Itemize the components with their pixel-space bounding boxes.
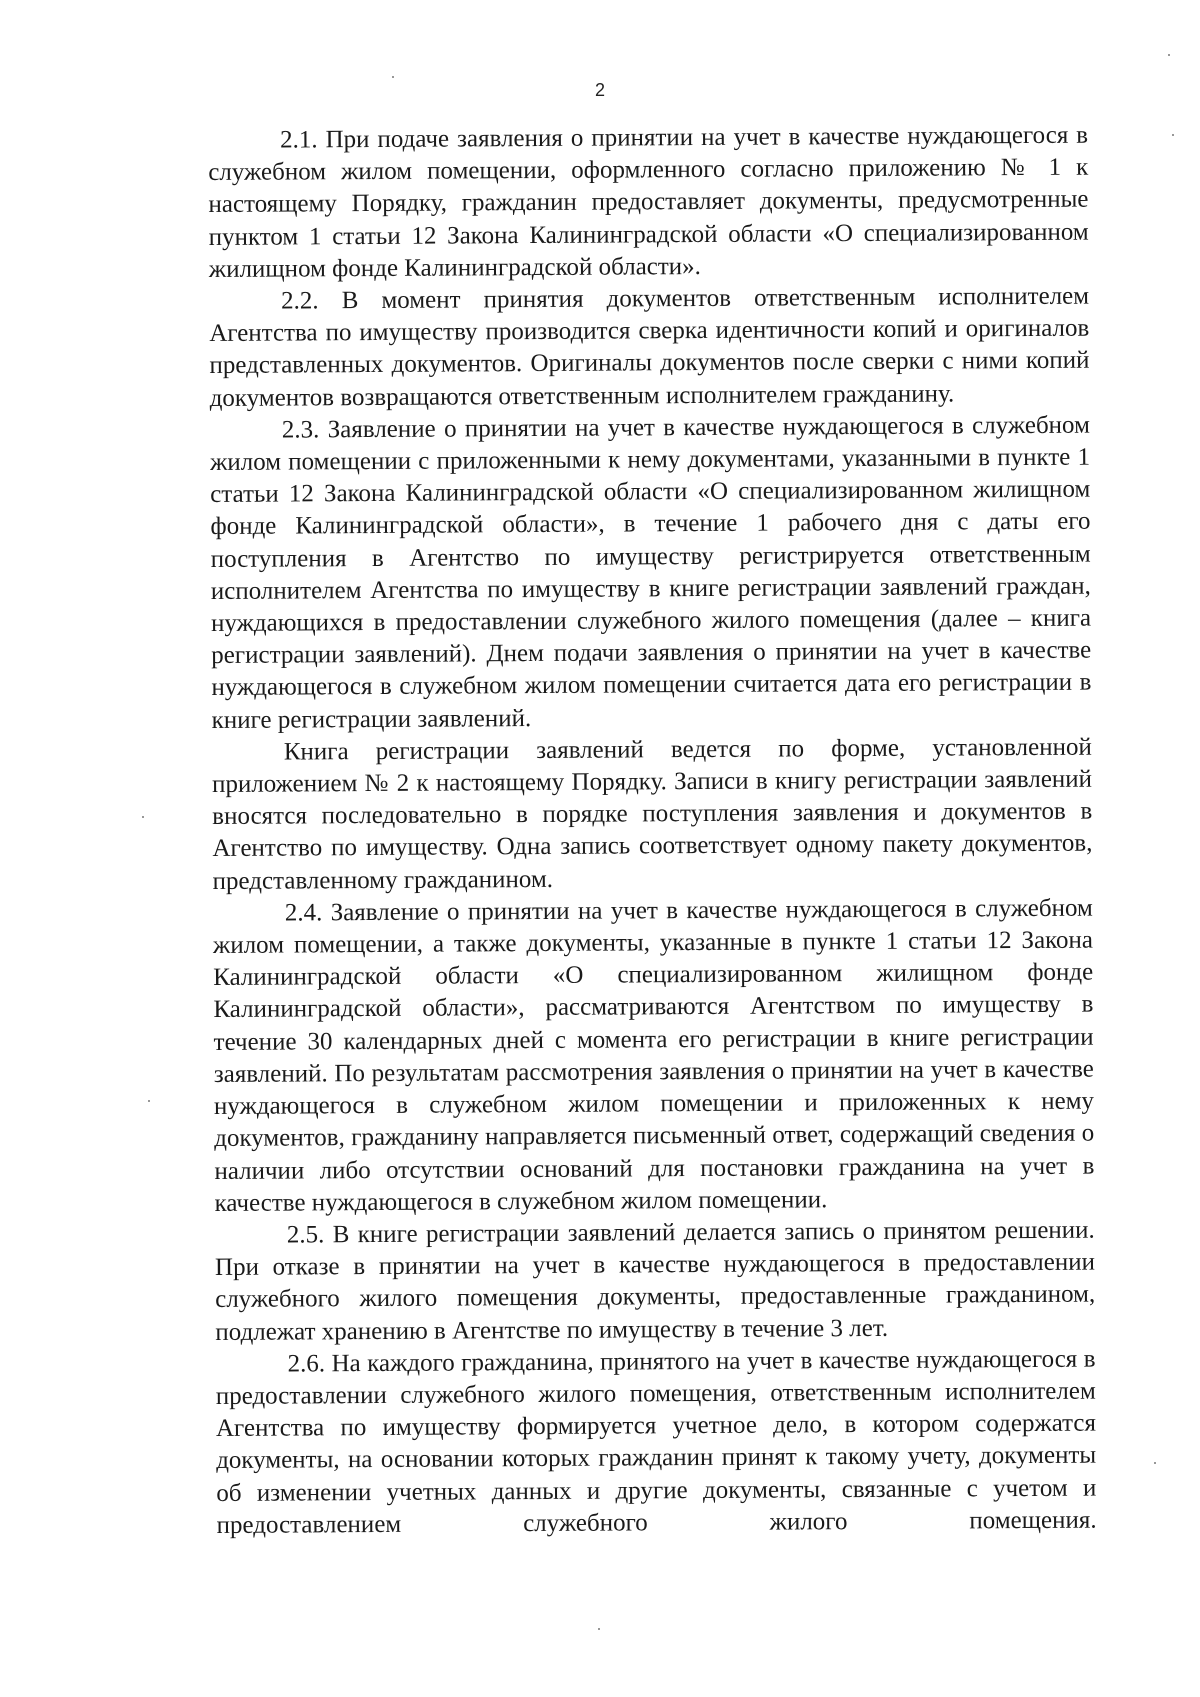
scan-speck <box>1168 54 1170 56</box>
paragraph-2-1: 2.1. При подаче заявления о принятии на учет в качестве нуждающегося в служебном жилом помещении, оформленного согласно приложению № 1 к настоящему Порядку, гражданин предоставляет документы, предусмотренные пунктом 1 статьи 12 Закона Калининградской области «О специализированном жилищном фонде Калининградской области». <box>208 121 1089 283</box>
paragraph-2-6: 2.6. На каждого гражданина, принятого на учет в качестве нуждающегося в предоставлении служебного жилого помещения, ответственным исполнителем Агентства по имуществу формируется учетное дело, в котором содержатся документы, на основании которых гражданин принят к такому учету, документы об изменении учетных данных и другие документы, связанные с учетом и предоставлением служебного жилого помещения. <box>215 1345 1097 1539</box>
scan-speck <box>392 76 394 78</box>
paragraph-2-3: 2.3. Заявление о принятии на учет в качестве нуждающегося в служебном жилом помещении с приложенными к нему документами, указанными в пункте 1 статьи 12 Закона Калининградской области «О специализированном жилищном фонде Калининградской области», в течение 1 рабочего дня с даты его поступления в Агентство по имуществу регистрируется ответственным исполнителем Агентства по имуществу в книге регистрации заявлений граждан, нуждающихся в предоставлении служебного жилого помещения (далее – книга регистрации заявлений). Днем подачи заявления о принятии на учет в качестве нуждающегося в служебном жилом помещении считается дата его регистрации в книге регистрации заявлений. <box>209 411 1092 734</box>
scan-speck <box>142 816 144 818</box>
paragraph-2-4: 2.4. Заявление о принятии на учет в качестве нуждающегося в служебном жилом помещении, а также документы, указанные в пункте 1 статьи 12 Закона Калининградской области «О специализированном жилищном фонде Калининградской области», рассматриваются Агентством по имуществу в течение 30 календарных дней с момента его регистрации в книге регистрации заявлений. По результатам рассмотрения заявления о принятии на учет в качестве нуждающегося в служебном жилом помещении и приложенных к нему документов, гражданину направляется письменный ответ, содержащий сведения о наличии либо отсутствии оснований для постановки гражданина на учет в качестве нуждающегося в служебном жилом помещении. <box>212 894 1095 1217</box>
page-number: 2 <box>594 80 605 100</box>
scan-speck <box>148 1100 150 1102</box>
paragraph-2-5: 2.5. В книге регистрации заявлений делается запись о принятом решении. При отказе в принятии на учет в качестве нуждающегося в предоставлении служебного жилого помещения документы, предоставленные гражданином, подлежат хранению в Агентстве по имуществу в течение 3 лет. <box>214 1216 1096 1346</box>
document-body <box>208 120 1097 1542</box>
paragraph-2-2: 2.2. В момент принятия документов ответственным исполнителем Агентства по имуществу производится сверка идентичности копий и оригиналов представленных документов. Оригиналы документов после сверки с ними копий документов возвращаются ответственным исполнителем гражданину. <box>209 282 1090 412</box>
scan-speck <box>1154 1462 1156 1464</box>
scan-speck <box>1172 134 1174 136</box>
paragraph-registration-book: Книга регистрации заявлений ведется по форме, установленной приложением № 2 к настоящему Порядку. Записи в книгу регистрации заявлений вносятся последовательно в порядке поступления заявления и документов в Агентство по имуществу. Одна запись соответствует одному пакету документов, представленному гражданином. <box>211 733 1093 895</box>
scan-speck <box>598 1628 600 1630</box>
